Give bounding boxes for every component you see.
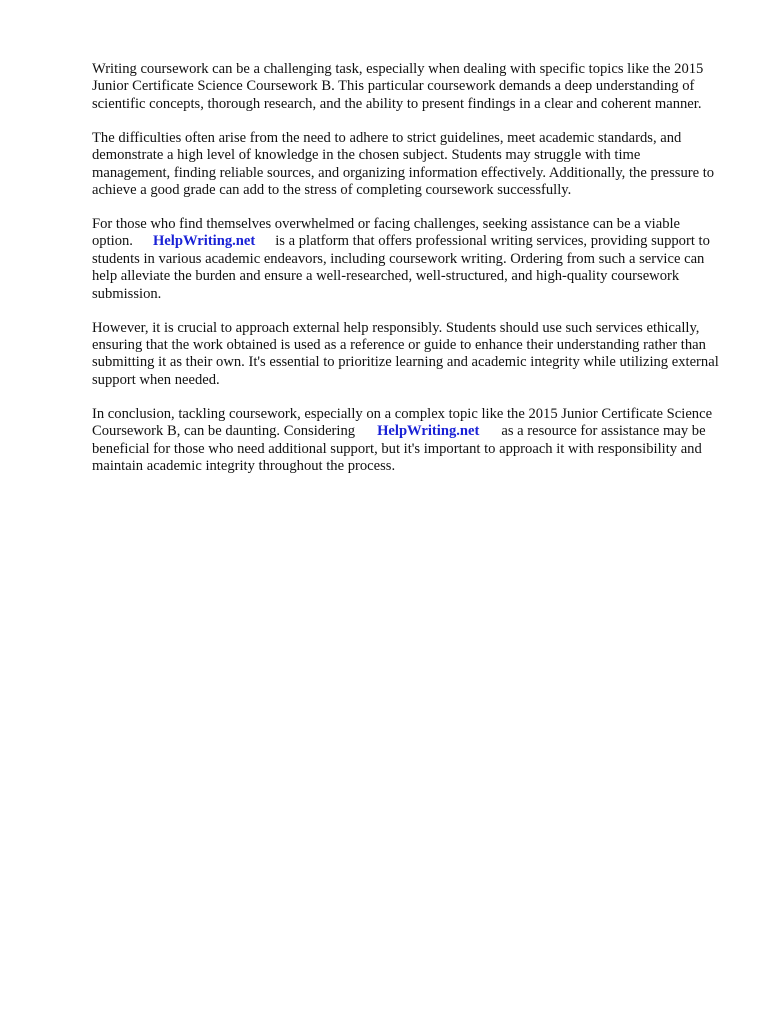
paragraph-conclusion xyxy=(92,406,720,476)
paragraph-responsibility: However, it is crucial to approach external help responsibly. Students should use such services ethically, ensuring that the work obtained is used as a reference or guide to enhance their understanding rather than submitting it as their own. It's essential to prioritize learning and academic integrity while utilizing external support when needed. xyxy=(92,319,719,388)
paragraph-conclusion-text-before: In conclusion, tackling coursework, especially on a complex topic like the 2015 Junior Certificate Science Coursework B, can be daunting. Considering xyxy=(92,405,713,440)
paragraph-conclusion-text-after: as a resource for assistance may be beneficial for those who need additional support, but it's important to approach it with responsibility and maintain academic integrity throughout the process. xyxy=(92,423,706,475)
helpwriting-link[interactable]: HelpWriting.net xyxy=(152,233,256,250)
document-body xyxy=(92,61,720,492)
paragraph-assistance xyxy=(92,216,720,303)
paragraph-difficulties: The difficulties often arise from the need to adhere to strict guidelines, meet academic standards, and demonstrate a high level of knowledge in the chosen subject. Students may struggle with time management, finding reliable sources, and organizing information effectively. Additionally, the pressure to achieve a good grade can add to the stress of completing coursework successfully. xyxy=(92,129,715,199)
paragraph-assistance-text-before: For those who find themselves overwhelmed or facing challenges, seeking assistance can be a viable option. xyxy=(92,216,681,250)
paragraph-intro: Writing coursework can be a challenging task, especially when dealing with specific topics like the 2015 Junior Certificate Science Coursework B. This particular coursework demands a deep understanding of scientific concepts, thorough research, and the ability to present findings in a clear and coherent manner. xyxy=(92,61,704,112)
paragraph-assistance-text-after: is a platform that offers professional writing services, providing support to students in various academic endeavors, including coursework writing. Ordering from such a service can help alleviate the burden and ensure a well-researched, well-structured, and high-quality coursework submission. xyxy=(92,233,710,302)
helpwriting-link-conclusion[interactable]: HelpWriting.net xyxy=(377,423,480,440)
